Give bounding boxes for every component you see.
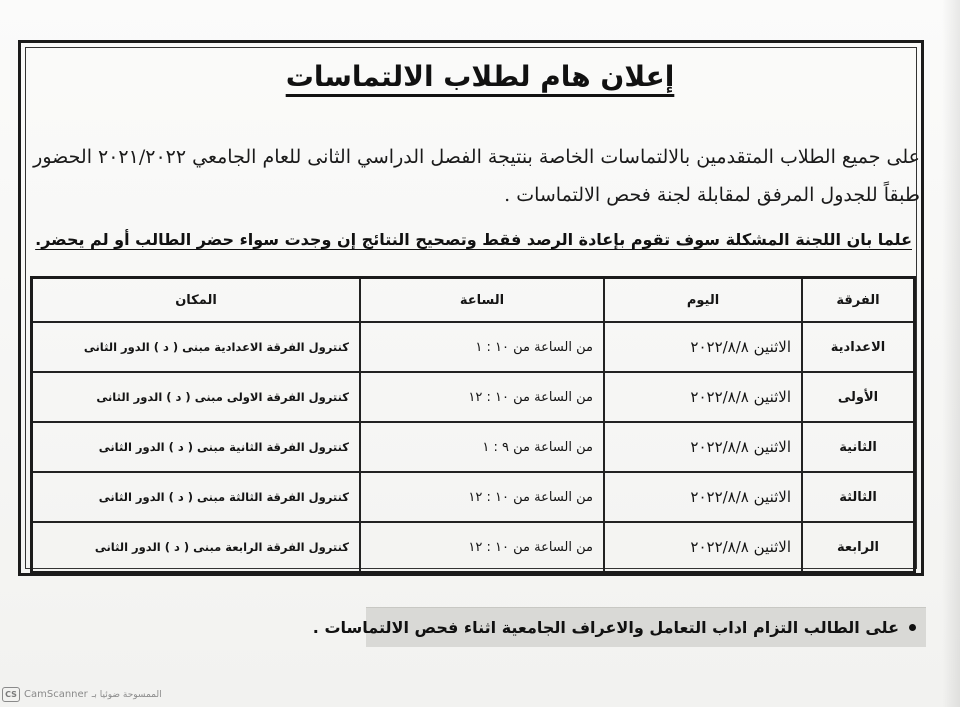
table-row bbox=[32, 422, 915, 472]
header-year: الفرقة bbox=[802, 278, 915, 323]
cell-time: من الساعة من ١٠ : ١٢ bbox=[360, 472, 604, 522]
cell-place: كنترول الفرقة الرابعة مبنى ( د ) الدور الثانى bbox=[32, 522, 361, 573]
cell-day: الاثنين ٢٠٢٢/٨/٨ bbox=[604, 322, 802, 372]
bullet-icon bbox=[909, 624, 916, 631]
cell-day: الاثنين ٢٠٢٢/٨/٨ bbox=[604, 422, 802, 472]
cell-year: الاعدادية bbox=[802, 322, 915, 372]
cell-time: من الساعة من ١٠ : ١٢ bbox=[360, 372, 604, 422]
cell-day: الاثنين ٢٠٢٢/٨/٨ bbox=[604, 472, 802, 522]
table-row bbox=[32, 372, 915, 422]
watermark-app-name: CamScanner bbox=[24, 689, 88, 700]
header-time: الساعة bbox=[360, 278, 604, 323]
schedule-table bbox=[30, 276, 916, 574]
announcement-title-wrap bbox=[0, 60, 960, 93]
cell-time: من الساعة من ٩ : ١ bbox=[360, 422, 604, 472]
cell-day: الاثنين ٢٠٢٢/٨/٨ bbox=[604, 522, 802, 573]
footer-note: على الطالب التزام اداب التعامل والاعراف الجامعية اثناء فحص الالتماسات . bbox=[312, 618, 899, 637]
cell-place: كنترول الفرقة الاولى مبنى ( د ) الدور الثانى bbox=[32, 372, 361, 422]
cell-time: من الساعة من ١٠ : ١٢ bbox=[360, 522, 604, 573]
table-row bbox=[32, 322, 915, 372]
important-note: علما بان اللجنة المشكلة سوف تقوم بإعادة الرصد فقط وتصحيح النتائج إن وجدت سواء حضر الطالب أو لم يحضر. bbox=[35, 230, 912, 249]
cell-place: كنترول الفرقة الثالثة مبنى ( د ) الدور الثانى bbox=[32, 472, 361, 522]
intro-paragraph: على جميع الطلاب المتقدمين بالالتماسات الخاصة بنتيجة الفصل الدراسي الثانى للعام الجامعي ٢٠٢١/٢٠٢٢ الحضور طبقاً للجدول المرفق لمقابلة لجنة فحص الالتماسات . bbox=[33, 146, 920, 206]
header-place: المكان bbox=[32, 278, 361, 323]
cell-year: الأولى bbox=[802, 372, 915, 422]
watermark-label: الممسوحة ضوئيا بـ bbox=[91, 689, 162, 700]
table-row bbox=[32, 522, 915, 573]
cell-year: الرابعة bbox=[802, 522, 915, 573]
footer-note-box bbox=[312, 607, 926, 647]
cell-place: كنترول الفرقة الاعدادية مبنى ( د ) الدور الثانى bbox=[32, 322, 361, 372]
page-edge-shadow bbox=[942, 0, 960, 707]
cell-day: الاثنين ٢٠٢٢/٨/٨ bbox=[604, 372, 802, 422]
cell-time: من الساعة من ١٠ : ١ bbox=[360, 322, 604, 372]
cell-year: الثالثة bbox=[802, 472, 915, 522]
cell-place: كنترول الفرقة الثانية مبنى ( د ) الدور الثانى bbox=[32, 422, 361, 472]
header-day: اليوم bbox=[604, 278, 802, 323]
announcement-title: إعلان هام لطلاب الالتماسات bbox=[285, 60, 675, 93]
table-header-row bbox=[32, 278, 915, 323]
cell-year: الثانية bbox=[802, 422, 915, 472]
scanner-watermark bbox=[2, 687, 162, 702]
camscanner-logo-icon: CS bbox=[2, 687, 20, 702]
table-row bbox=[32, 472, 915, 522]
